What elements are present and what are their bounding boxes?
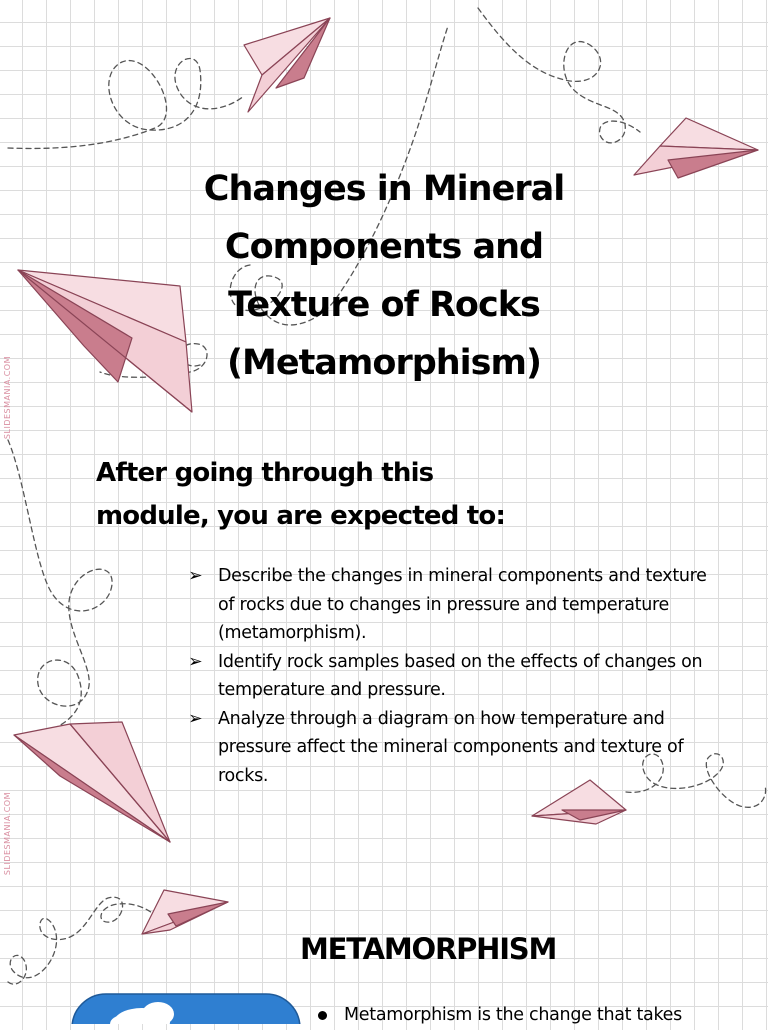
subtitle-line: After going through this <box>96 458 434 488</box>
paper-airplane-icon <box>634 118 758 178</box>
section-bullet-list <box>316 1000 756 1030</box>
watermark: SLIDESMANIA.COM <box>3 792 12 876</box>
paper-airplane-icon <box>14 722 170 842</box>
objectives-list <box>188 562 708 790</box>
list-item <box>188 562 708 648</box>
paper-airplane-icon <box>244 18 330 112</box>
bullet-dot-icon <box>318 1011 327 1020</box>
dashed-flight-trail <box>8 58 244 148</box>
subtitle-line: module, you are expected to: <box>96 501 506 531</box>
bullet-text: Metamorphism is the change that takes <box>344 1005 682 1025</box>
arrow-bullet-icon: ➢ <box>188 566 203 586</box>
title-line: Components and <box>224 227 544 267</box>
arrow-bullet-icon: ➢ <box>188 651 203 672</box>
dashed-flight-trail <box>478 8 640 143</box>
list-item <box>188 648 708 705</box>
objective-text: Analyze through a diagram on how temperature and pressure affect the mineral components and texture of rocks. <box>218 708 684 786</box>
section-heading: METAMORPHISM <box>300 932 557 966</box>
arrow-bullet-icon: ➢ <box>188 708 203 729</box>
list-item <box>188 705 708 791</box>
page-title <box>150 160 618 392</box>
cloud-badge <box>72 994 300 1024</box>
objective-text: Describe the changes in mineral components and texture of rocks due to changes in pressure and temperature (metamorphism). <box>218 566 707 643</box>
title-line: (Metamorphism) <box>227 343 541 383</box>
list-item <box>316 1000 756 1030</box>
watermark: SLIDESMANIA.COM <box>3 356 12 440</box>
title-line: Texture of Rocks <box>228 285 540 325</box>
dashed-flight-trail <box>8 897 160 984</box>
objective-text: Identify rock samples based on the effects of changes on temperature and pressure. <box>218 651 703 700</box>
objectives-intro <box>96 452 536 538</box>
paper-airplane-icon <box>142 890 228 934</box>
title-line: Changes in Mineral <box>203 169 565 209</box>
